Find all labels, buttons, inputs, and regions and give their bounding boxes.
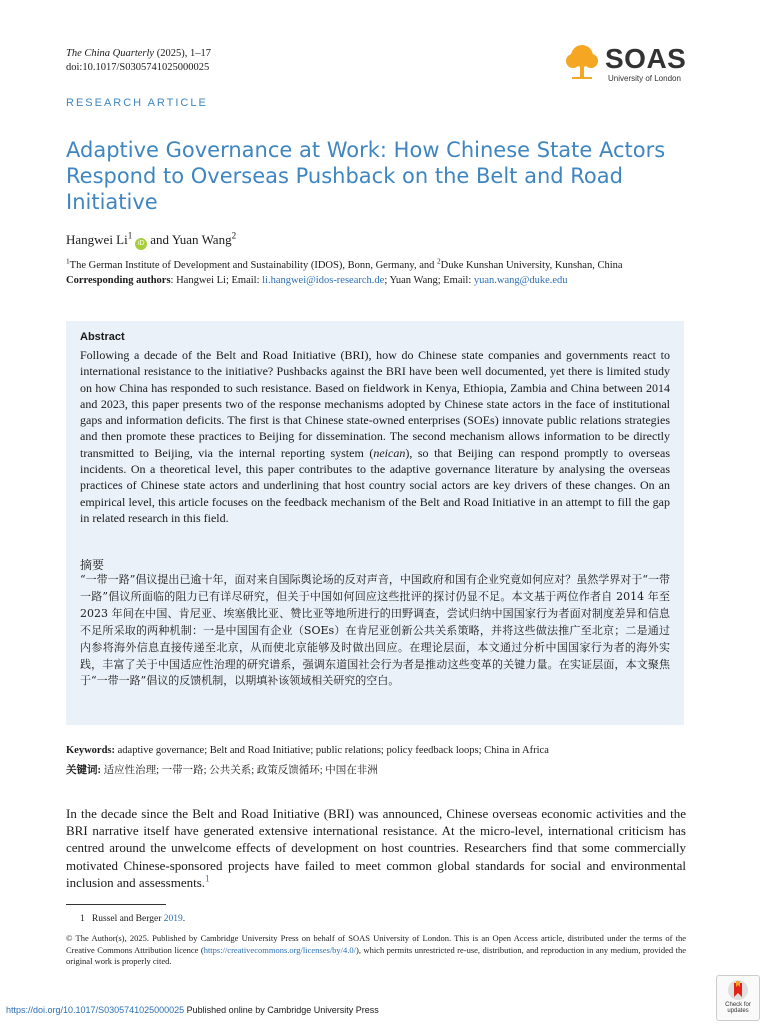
affiliation-text: The German Institute of Development and Sustainability (IDOS), Bonn, Germany, and xyxy=(69,260,437,271)
abstract-text xyxy=(80,347,670,526)
abstract-italic-term: neican xyxy=(373,445,406,460)
affiliation-marker: 2 xyxy=(231,230,237,241)
keywords-label: Keywords: xyxy=(66,745,115,756)
copyright-text: ), which permits unrestricted re-use, distribution, and reproduction in any medium, provided the original work is properly cited. xyxy=(66,944,686,966)
affiliation-marker: 2 xyxy=(437,256,441,266)
copyright-text: © The Author(s), 2025. Published by Cambridge University Press on behalf of SOAS University of London. This is an Open Access article, distributed under the terms of the Creative Commons Attribution licence ( xyxy=(66,933,686,955)
affiliation-marker: 1 xyxy=(66,256,70,266)
soas-logo xyxy=(562,42,686,86)
chinese-abstract-text: “一带一路”倡议提出已逾十年，面对来自国际舆论场的反对声音，中国政府和国有企业究竟如何应对？虽然学界对于“一带一路”倡议所面临的阻力已有详尽研究，但关于中国如何回应这些批评的探讨仍显不足。本文基于两位作者自 2014 年至 2023 年间在中国、肯尼亚、埃塞俄比亚、赞比亚等地所进行的田野调查，尝试归纳中国国家行为者面对制度差异和信息不足所采取的两种机制：一是中国国有企业（SOEs）在肯尼亚创新公共关系策略，并将这些做法推广至北京；二是通过内参将海外信息直接传递至北京，从而使北京能够及时做出回应。在理论层面，本文通过分析中国国家行为者的海外实践，丰富了关于中国适应性治理的研究谱系，强调东道国社会行为者是推动这些变革的关键力量。在实证层面，本文聚焦于“一带一路”倡议的反馈机制，以期填补该领域相关研究的空白。 xyxy=(80,573,670,688)
tree-icon xyxy=(562,42,602,82)
copyright-notice xyxy=(66,933,686,968)
journal-doi: doi:10.1017/S0305741025000025 xyxy=(66,62,210,73)
bookmark-icon xyxy=(727,979,749,1001)
journal-citation xyxy=(66,47,211,75)
chinese-abstract-heading: 摘要 xyxy=(80,558,105,572)
author-name[interactable]: Yuan Wang xyxy=(171,232,232,247)
orcid-icon[interactable]: iD xyxy=(135,238,147,250)
footnote-end: . xyxy=(182,914,186,924)
abstract-text-part: ), so that Beijing can respond promptly to overseas incidents. On a theoretical level, this paper contributes to the adaptive governance literature by analysing the overseas practices of Chinese state actors and underlining that host country social actors are key drivers of these changes. On an empirical level, this article focuses on the feedback mechanism of the Belt and Road Initiative in an attempt to fill the gap in related research in this field. xyxy=(80,445,670,525)
article-type: RESEARCH ARTICLE xyxy=(66,97,208,109)
footer-doi xyxy=(6,1005,379,1015)
check-line2: updates xyxy=(727,1008,749,1014)
footnote xyxy=(80,914,185,924)
chinese-keywords-text: 适应性治理; 一带一路; 公共关系; 政策反馈循环; 中国在非洲 xyxy=(101,765,378,776)
footnote-text: Russel and Berger xyxy=(91,914,164,924)
author-joiner: and xyxy=(150,232,170,247)
check-for-updates-badge[interactable] xyxy=(716,975,760,1021)
author-name[interactable]: Hangwei Li xyxy=(66,232,128,247)
footnote-number: 1 xyxy=(80,914,85,924)
email-link[interactable]: yuan.wang@duke.edu xyxy=(473,274,568,286)
chinese-keywords-label: 关键词: xyxy=(66,765,101,776)
body-text: In the decade since the Belt and Road Initiative (BRI) was announced, Chinese overseas economic activities and the BRI narrative itself have generated extensive international resistance. At the micro-level, international criticism has centred around the unwelcome effects of development on host countries. Researchers find that some commercially motivated Chinese-sponsored projects have failed to meet common global standards for social and environmental inclusion and assessments. xyxy=(66,806,686,890)
body-paragraph xyxy=(66,805,686,891)
abstract-heading: Abstract xyxy=(80,331,125,343)
abstract-text-part: Following a decade of the Belt and Road Initiative (BRI), how do Chinese state companies and governments react to international resistance to the initiative? Pushbacks against the BRI have been well documented, yet there is limited study on how China has responded to such resistance. Based on fieldwork in Kenya, Ethiopia, Zambia and China between 2014 and 2023, this paper presents two of the response mechanisms adopted by Chinese state actors in the face of institutional gaps and information deficits. The first is that Chinese state-owned enterprises (SOEs) innovate public relations strategies and then promote these practices to Beijing for dissemination. The second mechanism allows information to be directly transmitted to Beijing, via the internal reporting system ( xyxy=(80,348,670,460)
affiliation-text: Duke Kunshan University, Kunshan, China xyxy=(440,260,623,271)
article-title: Adaptive Governance at Work: How Chinese State Actors Respond to Overseas Pushback on the Belt and Road Initiative xyxy=(66,138,666,214)
logo-subtitle: University of London xyxy=(608,74,681,83)
journal-year-pages: (2025), 1–17 xyxy=(154,48,211,59)
footnote-ref[interactable]: 1 xyxy=(205,873,210,884)
footnote-year-link[interactable]: 2019 xyxy=(163,914,183,924)
footnote-divider xyxy=(66,904,166,905)
license-link[interactable]: https://creativecommons.org/licenses/by/4.0/ xyxy=(203,944,357,955)
corresponding-label: Corresponding authors xyxy=(66,274,171,286)
published-by: Published online by Cambridge University Press xyxy=(184,1005,379,1015)
logo-wordmark: SOAS xyxy=(605,43,687,74)
corresponding-text: ; Yuan Wang; Email: xyxy=(384,274,474,286)
doi-link[interactable]: https://doi.org/10.1017/S0305741025000025 xyxy=(6,1005,185,1015)
author-list xyxy=(66,232,236,250)
keywords xyxy=(66,741,686,781)
check-line1: Check for xyxy=(725,1002,751,1008)
affiliations xyxy=(66,256,686,288)
keywords-text: adaptive governance; Belt and Road Initiative; public relations; policy feedback loops; China in Africa xyxy=(115,745,549,756)
corresponding-text: : Hangwei Li; Email: xyxy=(170,274,263,286)
journal-title: The China Quarterly xyxy=(66,48,155,59)
affiliation-marker: 1 xyxy=(127,230,133,241)
email-link[interactable]: li.hangwei@idos-research.de xyxy=(262,274,385,286)
